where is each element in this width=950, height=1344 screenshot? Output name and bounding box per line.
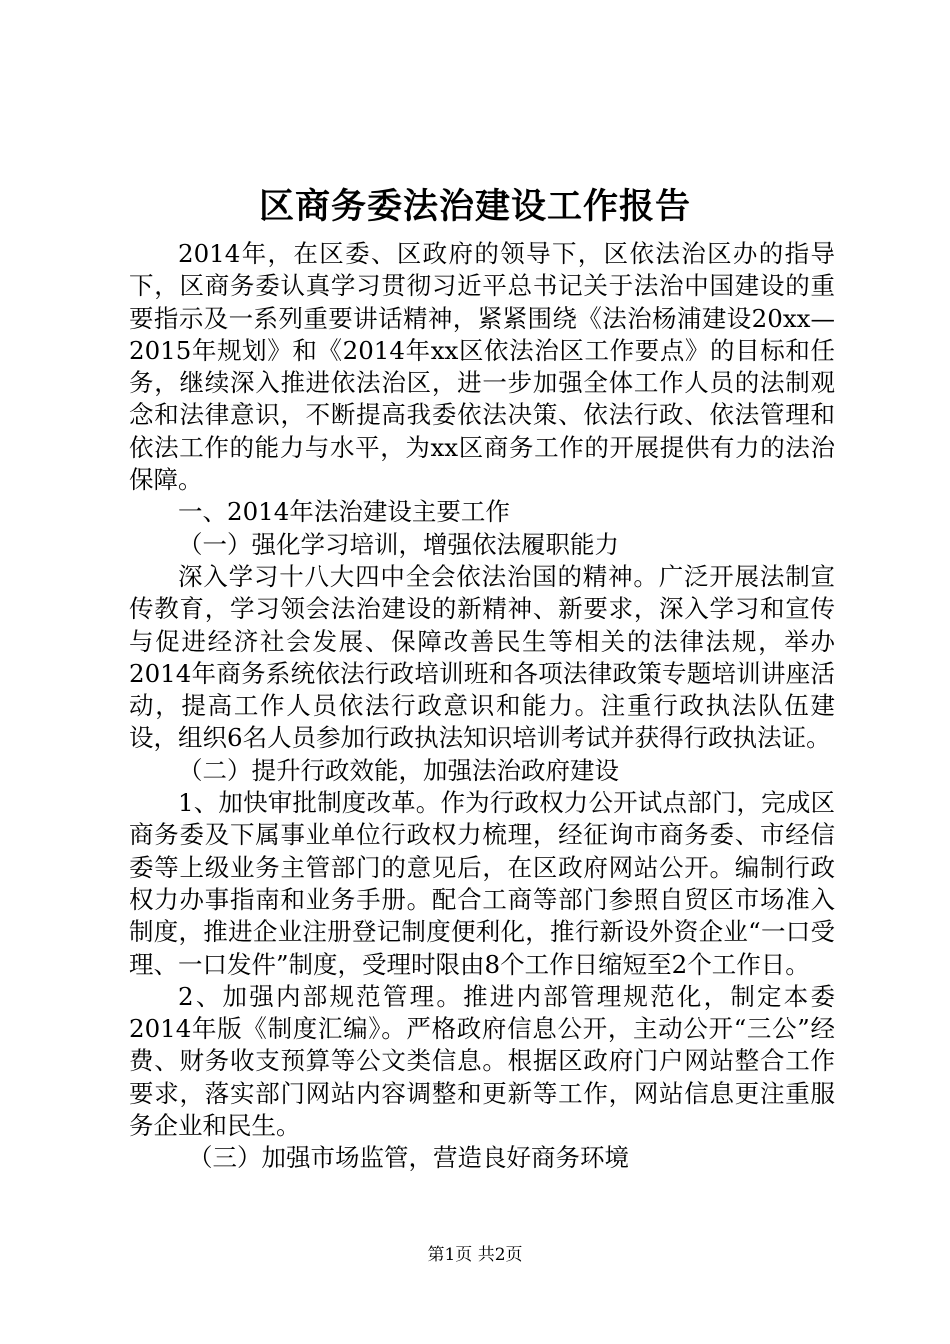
body-paragraph: 1、加快审批制度改革。作为行政权力公开试点部门，完成区商务委及下属事业单位行政权力梳理，经征询市商务委、市经信委等上级业务主管部门的意见后，在区政府网站公开。编制行政权力办事指南和业务手册。配合工商等部门参照自贸区市场准入制度，推进企业注册登记制度便利化，推行新设外资企业“一口受理、一口发件”制度，受理时限由8个工作日缩短至2个工作日。 [129,788,835,979]
subsection-heading-2: （二）提升行政效能，加强法治政府建设 [178,755,619,785]
subsection-heading-3: （三）加强市场监管，营造良好商务环境 [188,1143,629,1173]
intro-paragraph: 2014年，在区委、区政府的领导下，区依法治区办的指导下，区商务委认真学习贯彻习近平总书记关于法治中国建设的重要指示及一系列重要讲话精神，紧紧围绕《法治杨浦建设20xx—2015年规划》和《2014年xx区依法治区工作要点》的目标和任务，继续深入推进依法治区，进一步加强全体工作人员的法制观念和法律意识，不断提高我委依法决策、依法行政、依法管理和依法工作的能力与水平，为xx区商务工作的开展提供有力的法治保障。 [129,239,835,495]
document-title: 区商务委法治建设工作报告 [258,186,691,227]
body-paragraph: 2、加强内部规范管理。推进内部管理规范化，制定本委2014年版《制度汇编》。严格政府信息公开，主动公开“三公”经费、财务收支预算等公文类信息。根据区政府门户网站整合工作要求，落实部门网站内容调整和更新等工作，网站信息更注重服务企业和民生。 [129,981,835,1141]
document-body [129,238,835,1175]
section-heading-1: 一、2014年法治建设主要工作 [178,497,510,527]
body-paragraph: 深入学习十八大四中全会依法治国的精神。广泛开展法制宣传教育，学习领会法治建设的新精神、新要求，深入学习和宣传与促进经济社会发展、保障改善民生等相关的法律法规，举办2014年商务系统依法行政培训班和各项法律政策专题培训讲座活动，提高工作人员依法行政意识和能力。注重行政执法队伍建设，组织6名人员参加行政执法知识培训考试并获得行政执法证。 [129,561,835,753]
subsection-heading-1: （一）强化学习培训，增强依法履职能力 [178,529,619,559]
page-footer: 第1页 共2页 [427,1245,523,1265]
